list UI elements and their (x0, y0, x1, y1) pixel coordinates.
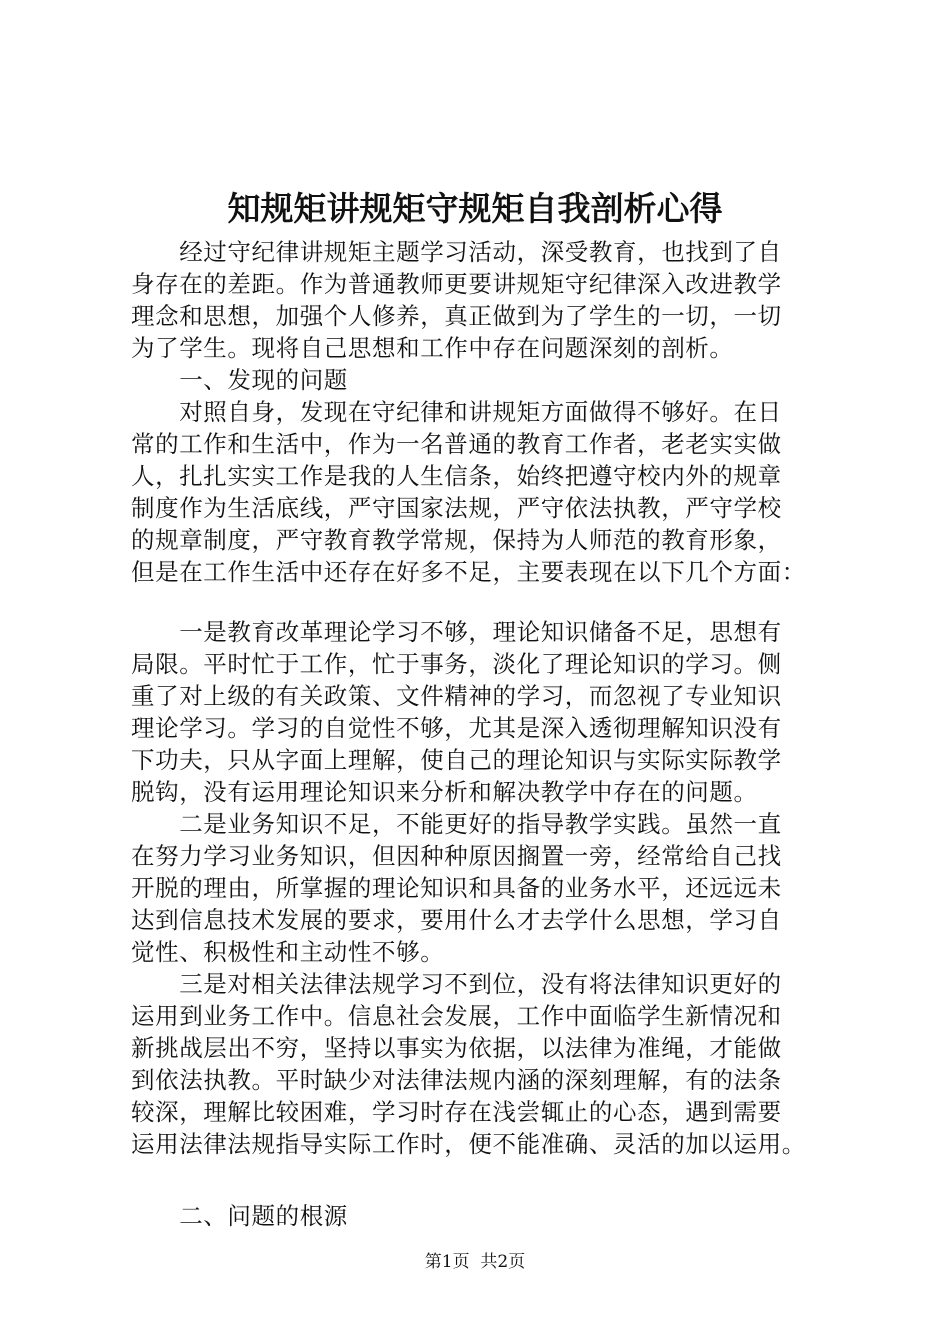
paragraph-line: 开脱的理由，所掌握的理论知识和具备的业务水平，还远远未 (131, 874, 782, 902)
paragraph-line: 局限。平时忙于工作，忙于事务，淡化了理论知识的学习。侧 (131, 650, 782, 678)
paragraph-line: 经过守纪律讲规矩主题学习活动，深受教育，也找到了自 (131, 238, 782, 266)
paragraph-line: 人，扎扎实实工作是我的人生信条，始终把遵守校内外的规章 (131, 462, 782, 490)
paragraph-line: 对照自身，发现在守纪律和讲规矩方面做得不够好。在日 (131, 398, 782, 426)
paragraph-line: 为了学生。现将自己思想和工作中存在问题深刻的剖析。 (131, 334, 734, 362)
document-title: 知规矩讲规矩守规矩自我剖析心得 (227, 189, 723, 228)
paragraph-gap (131, 588, 851, 616)
section-heading: 一、发现的问题 (131, 366, 348, 394)
paragraph-gap (131, 1160, 851, 1200)
paragraph-line: 达到信息技术发展的要求，要用什么才去学什么思想，学习自 (131, 906, 782, 934)
document-body (131, 236, 851, 1232)
paragraph-line: 理念和思想，加强个人修养，真正做到为了学生的一切，一切 (131, 302, 782, 330)
section-heading: 二、问题的根源 (131, 1202, 348, 1230)
paragraph-line: 脱钩，没有运用理论知识来分析和解决教学中存在的问题。 (131, 778, 758, 806)
paragraph-line: 制度作为生活底线，严守国家法规，严守依法执教，严守学校 (131, 494, 782, 522)
page-footer (0, 1250, 950, 1274)
paragraph-line: 理论学习。学习的自觉性不够，尤其是深入透彻理解知识没有 (131, 714, 782, 742)
paragraph-line: 在努力学习业务知识，但因种种原因搁置一旁，经常给自己找 (131, 842, 782, 870)
paragraph-line: 身存在的差距。作为普通教师更要讲规矩守纪律深入改进教学 (131, 270, 782, 298)
paragraph-line: 运用到业务工作中。信息社会发展，工作中面临学生新情况和 (131, 1002, 782, 1030)
paragraph-line: 一是教育改革理论学习不够，理论知识储备不足，思想有 (131, 618, 782, 646)
page-number: 第1页 (424, 1252, 470, 1272)
paragraph-line: 二是业务知识不足，不能更好的指导教学实践。虽然一直 (131, 810, 782, 838)
paragraph-line: 下功夫，只从字面上理解，使自己的理论知识与实际实际教学 (131, 746, 782, 774)
paragraph-line: 到依法执教。平时缺少对法律法规内涵的深刻理解，有的法条 (131, 1066, 782, 1094)
paragraph-line: 常的工作和生活中，作为一名普通的教育工作者，老老实实做 (131, 430, 782, 458)
page-total: 共2页 (480, 1252, 526, 1272)
paragraph-line: 重了对上级的有关政策、文件精神的学习，而忽视了专业知识 (131, 682, 782, 710)
paragraph-line: 运用法律法规指导实际工作时，便不能准确、灵活的加以运用。 (131, 1130, 806, 1158)
paragraph-line: 新挑战层出不穷，坚持以事实为依据，以法律为准绳，才能做 (131, 1034, 782, 1062)
paragraph-line: 的规章制度，严守教育教学常规，保持为人师范的教育形象， (131, 526, 782, 554)
paragraph-line: 觉性、积极性和主动性不够。 (131, 938, 445, 966)
paragraph-line: 但是在工作生活中还存在好多不足，主要表现在以下几个方面： (131, 558, 806, 586)
paragraph-line: 较深，理解比较困难，学习时存在浅尝辄止的心态，遇到需要 (131, 1098, 782, 1126)
paragraph-line: 三是对相关法律法规学习不到位，没有将法律知识更好的 (131, 970, 782, 998)
